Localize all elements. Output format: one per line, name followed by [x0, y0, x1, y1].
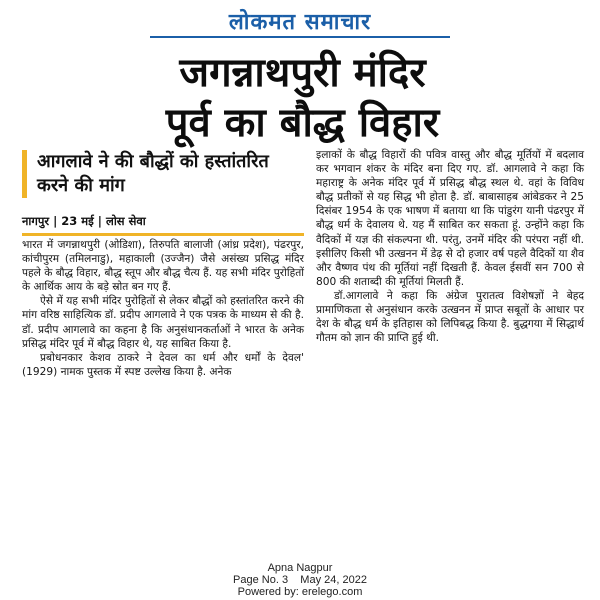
article-left-column	[22, 238, 304, 379]
footer-powered-by: Powered by: erelego.com	[237, 586, 363, 598]
article-right-column	[316, 148, 584, 345]
headline-line-1: जगन्नाथपुरी मंदिर	[179, 50, 426, 96]
newspaper-masthead: लोकमत समाचार	[228, 10, 372, 35]
headline-line-2: पूर्व का बौद्ध विहार	[165, 100, 440, 146]
article-paragraph: इलाकों के बौद्ध विहारों की पवित्र वास्तु और बौद्ध मूर्तियों में बदलाव कर भगवान शंकर के मंदिर बना दिए गए. डॉ. आगलावे ने कहा कि महाराष्ट्र के अनेक मंदिर पूर्व में प्रसिद्ध बौद्ध स्थल थे. वहां के विविध बौद्ध प्रतीकों से यह सिद्ध भी होता है. डॉ. बाबासाहब आंबेडकर ने 25 दिसंबर 1954 के एक भाषण में बताया था कि पांडुरंग यानी पंढरपुर में बौद्ध धर्म के देवालय थे. यह मैं साबित कर सकता हूं. उन्होंने कहा कि वैदिकों में यज्ञ की संकल्पना थी. परंतु, उनमें मंदिर की परंपरा नहीं थी. इसीलिए किसी भी उत्खनन में डेढ़ से दो हजार वर्ष पहले वैदिकों या शैव और वैष्णव पंथ की मूर्तियां नहीं दिखती हैं. केवल ईसवीं सन 700 से 800 की शताब्दी की मूर्तियां मिलती हैं.	[316, 149, 584, 288]
subheadline: आगलावे ने की बौद्धों को हस्तांतरित करने की मांग	[22, 150, 304, 198]
masthead-rule	[150, 36, 450, 38]
headline	[30, 48, 575, 148]
page-footer	[0, 562, 600, 598]
article-paragraph: भारत में जगन्नाथपुरी (ओडिशा), तिरुपति बालाजी (आंध्र प्रदेश), पंढरपुर, कांचीपुरम (तमिलनाडु), महाकाली (उज्जैन) जैसे असंख्य प्रसिद्ध मंदिर पहले के बौद्ध विहार, बौद्ध स्तूप और बौद्ध चैत्य हैं. यह सभी मंदिर पुरोहितों के आर्थिक आय के बड़े स्रोत बन गए हैं.	[22, 239, 304, 294]
article-paragraph: डॉ.आगलावे ने कहा कि अंग्रेज पुरातत्व विशेषज्ञों ने बेहद प्रामाणिकता से अनुसंधान करके उत्खनन में प्राप्त सबूतों के आधार पर देश के बौद्ध धर्म के इतिहास को लिपिबद्ध किया है. बुद्धगया में सिद्धार्थ गौतम को ज्ञान की प्राप्ति हुई थी.	[316, 289, 584, 345]
article-paragraph: ऐसे में यह सभी मंदिर पुरोहितों से लेकर बौद्धों को हस्तांतरित करने की मांग वरिष्ठ साहित्यिक डॉ. प्रदीप आगलावे ने एक पत्रक के माध्यम से की है. डॉ. प्रदीप आगलावे का कहना है कि अनुसंधानकर्ताओं ने भारत के अनेक प्रसिद्ध मंदिर पूर्व में बौद्ध विहार थे, यह साबित किया है.	[22, 295, 304, 350]
dateline: नागपुर | 23 मई | लोस सेवा	[22, 214, 304, 236]
article-paragraph: प्रबोधनकार केशव ठाकरे ने देवल का धर्म और धर्मों के देवल' (1929) नामक पुस्तक में स्पष्ट उल्लेख किया है. अनेक	[22, 351, 304, 378]
footer-edition: Apna Nagpur	[267, 562, 333, 574]
footer-page-date: Page No. 3 May 24, 2022	[233, 574, 367, 586]
